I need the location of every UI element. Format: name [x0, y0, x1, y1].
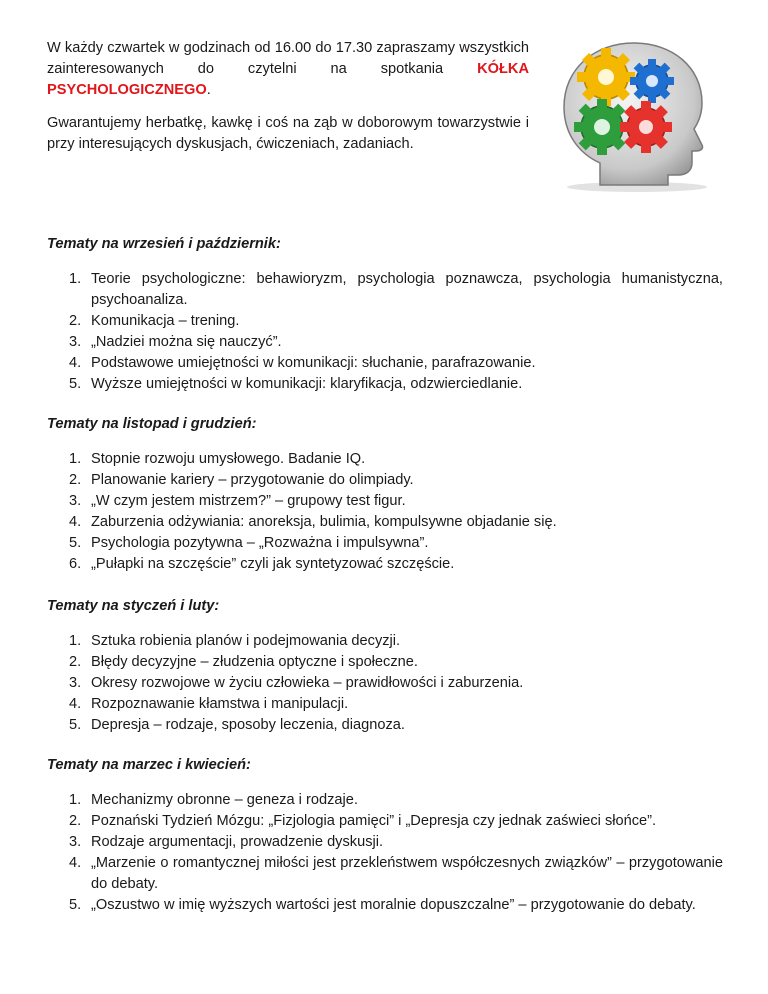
gear-red — [620, 101, 672, 153]
list-item: 2. Poznański Tydzień Mózgu: „Fizjologia pamięci” i „Depresja czy jednak zaświeci słońce”. — [69, 813, 657, 829]
section-title: Tematy na styczeń i luty: — [47, 598, 220, 614]
intro-text: W każdy czwartek w godzinach od 16.00 do 17.30 zapraszamy wszystkich zainteresowanych do czytelni na spotkania — [47, 40, 529, 77]
list-item: 6. „Pułapki na szczęście” czyli jak syntetyzować szczęście. — [69, 556, 455, 572]
intro-period: . — [206, 82, 211, 98]
section-nov-dec — [47, 414, 723, 575]
section-title: Tematy na marzec i kwiecień: — [47, 757, 251, 773]
intro — [47, 38, 529, 167]
brain-gears-icon — [542, 35, 726, 193]
topic-list — [47, 269, 723, 395]
section-mar-apr — [47, 755, 723, 916]
list-item: 2. Błędy decyzyjne – złudzenia optyczne i społeczne. — [69, 654, 418, 670]
list-item: 1. Teorie psychologiczne: behawioryzm, psychologia poznawcza, psychologia humanistyczna, psychoanaliza. — [69, 271, 723, 308]
list-item: 5. „Oszustwo w imię wyższych wartości jest moralnie dopuszczalne” – przygotowanie do debaty. — [69, 897, 696, 913]
section-title: Tematy na listopad i grudzień: — [47, 416, 257, 432]
list-item: 3. „W czym jestem mistrzem?” – grupowy test figur. — [69, 493, 406, 509]
topic-list — [47, 449, 723, 575]
list-item: 2. Planowanie kariery – przygotowanie do olimpiady. — [69, 472, 414, 488]
list-item: 3. Rodzaje argumentacji, prowadzenie dyskusji. — [69, 834, 384, 850]
list-item: 3. „Nadziei można się nauczyć”. — [69, 334, 282, 350]
gear-blue — [630, 59, 674, 103]
intro-paragraph-2: Gwarantujemy herbatkę, kawkę i coś na ząb w doborowym towarzystwie i przy interesujących dyskusjach, ćwiczeniach, zadaniach. — [47, 115, 529, 152]
gear-yellow — [577, 48, 635, 106]
topic-list — [47, 790, 723, 916]
list-item: 1. Stopnie rozwoju umysłowego. Badanie IQ. — [69, 451, 366, 467]
section-title: Tematy na wrzesień i październik: — [47, 236, 281, 252]
list-item: 5. Depresja – rodzaje, sposoby leczenia, diagnoza. — [69, 717, 405, 733]
topic-list — [47, 631, 723, 736]
section-sep-oct — [47, 234, 723, 395]
section-jan-feb — [47, 596, 723, 736]
list-item: 5. Wyższe umiejętności w komunikacji: klaryfikacja, odzwierciedlanie. — [69, 376, 523, 392]
intro-paragraph-1 — [47, 38, 529, 101]
list-item: 5. Psychologia pozytywna – „Rozważna i impulsywna”. — [69, 535, 429, 551]
list-item: 4. Rozpoznawanie kłamstwa i manipulacji. — [69, 696, 349, 712]
list-item: 4. „Marzenie o romantycznej miłości jest przekleństwem współczesnych związków” – przygotowanie do debaty. — [69, 855, 723, 892]
list-item: 2. Komunikacja – trening. — [69, 313, 240, 329]
list-item: 4. Podstawowe umiejętności w komunikacji: słuchanie, parafrazowanie. — [69, 355, 536, 371]
club-name: KÓŁKA PSYCHOLOGICZNEGO — [47, 61, 529, 98]
list-item: 1. Sztuka robienia planów i podejmowania decyzji. — [69, 633, 401, 649]
list-item: 4. Zaburzenia odżywiania: anoreksja, bulimia, kompulsywne objadanie się. — [69, 514, 557, 530]
list-item: 3. Okresy rozwojowe w życiu człowieka – prawidłowości i zaburzenia. — [69, 675, 524, 691]
list-item: 1. Mechanizmy obronne – geneza i rodzaje. — [69, 792, 358, 808]
